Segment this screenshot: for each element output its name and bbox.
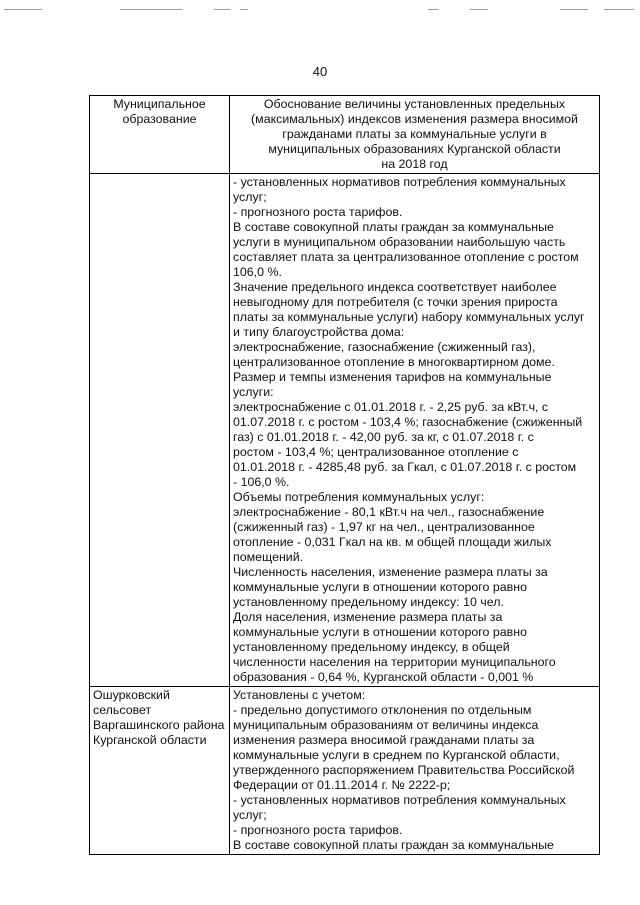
paragraph: - установленных нормативов потребления коммунальных услуг; [233,793,566,822]
paragraph: электроснабжение с 01.01.2018 г. - 2,25 руб. за кВт.ч, с 01.07.2018 г. с ростом - 103,4 %; газоснабжение (сжиженный газ) с 01.01.2018 г. - 42,00 руб. за кг, с 01.07.2018 г. с ростом - 103,4 %; централизованное отопление с 01.01.2018 г. - 4285,48 руб. за Гкал, с 01.07.2018 г. с ростом - 106,0 %. [233,400,583,489]
header-municipality: Муниципальное образование [90,96,230,174]
scan-artifact-line [214,9,230,10]
scan-artifact-line [240,9,248,10]
table-row [90,687,600,855]
paragraph: электроснабжение - 80,1 кВт.ч на чел., газоснабжение (сжиженный газ) - 1,97 кг на чел., централизованное отопление - 0,031 Гкал на кв. м общей площади жилых помещений. [233,505,552,564]
scan-artifact-line [470,9,488,10]
header-justification: Обоснование величины установленных предельных (максимальных) индексов изменения размера вносимой гражданами платы за коммунальные услуги в муниципальных образованиях Курганской области на 2018 год [230,96,600,174]
municipality-cell [90,174,230,687]
paragraph: электроснабжение, газоснабжение (сжиженный газ), централизованное отопление в многоквартирном доме. [233,340,555,369]
justification-cell [230,174,600,687]
paragraph: В составе совокупной платы граждан за коммунальные [233,838,554,852]
justification-cell [230,687,600,855]
table-row [90,174,600,687]
tariff-index-table [89,95,600,855]
paragraph: В составе совокупной платы граждан за коммунальные услуги в муниципальном образовании наибольшую часть составляет плата за централизованное отопление с ростом 106,0 %. [233,220,579,279]
table-header-row [90,96,600,174]
paragraph: - прогнозного роста тарифов. [233,823,403,837]
scan-artifact-line [4,9,42,10]
paragraph: Значение предельного индекса соответствует наиболее невыгодному для потребителя (с точки зрения прироста платы за коммунальные услуги) набору коммунальных услуг и типу благоустройства дома: [233,280,585,339]
scan-artifact-line [120,9,182,10]
page-number: 40 [312,64,328,79]
paragraph: Объемы потребления коммунальных услуг: [233,490,485,504]
municipality-cell: Ошурковский сельсовет Варгашинского района Курганской области [90,687,230,855]
paragraph: - прогнозного роста тарифов. [233,205,403,219]
paragraph: Доля населения, изменение размера платы за коммунальные услуги в отношении которого равно установленному предельному индексу, в общей численности населения на территории муниципального образования - 0,64 %, Курганской области - 0,001 % [233,610,556,684]
paragraph: Размер и темпы изменения тарифов на коммунальные услуги: [233,370,552,399]
scan-artifact-line [428,9,438,10]
paragraph: Установлены с учетом: [233,688,366,702]
scan-artifact-line [604,9,634,10]
paragraph: - установленных нормативов потребления коммунальных услуг; [233,175,566,204]
scan-artifact-line [560,9,588,10]
paragraph: Численность населения, изменение размера платы за коммунальные услуги в отношении которого равно установленному предельному индексу: 10 чел. [233,565,548,609]
paragraph: - предельно допустимого отклонения по отдельным муниципальным образованиям от величины индекса изменения размера вносимой гражданами платы за коммунальные услуги в среднем по Курганской области, утвержденного распоряжением Правительства Российской Федерации от 01.11.2014 г. № 2222-р; [233,703,575,792]
